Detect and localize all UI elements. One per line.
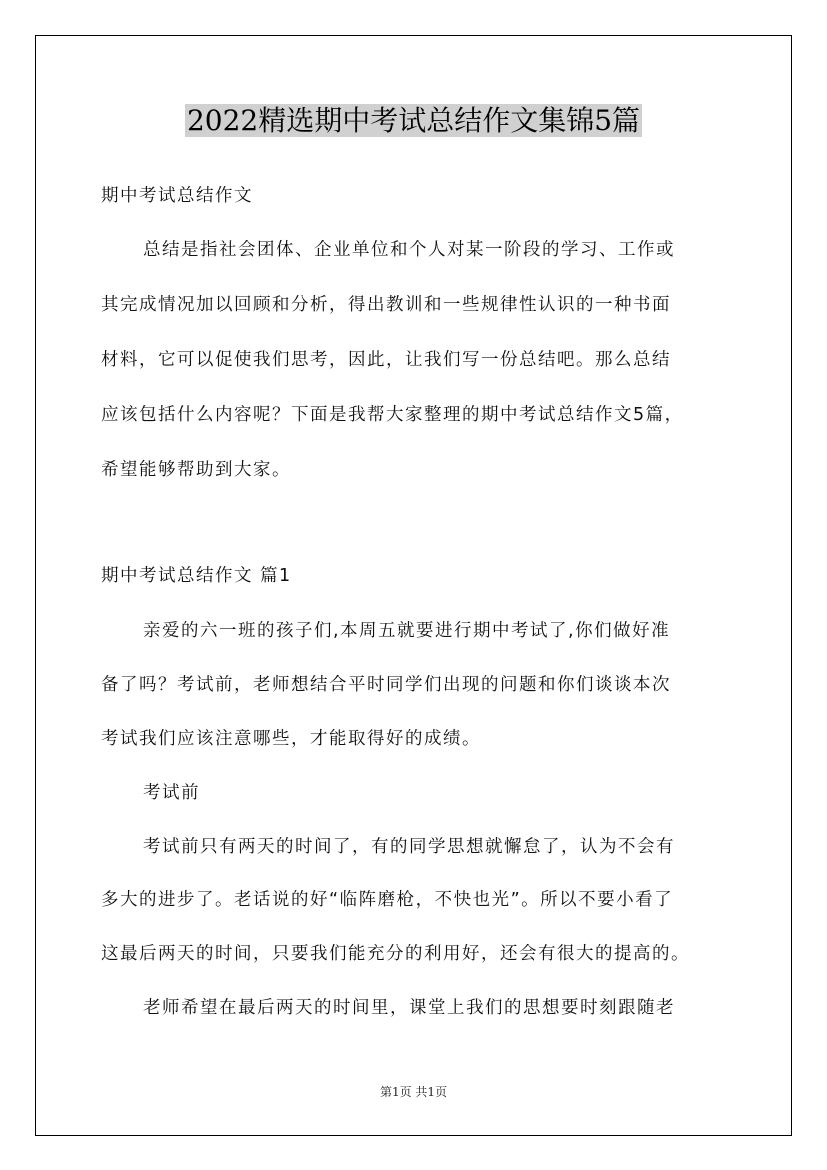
paragraph-line: 亲爱的六一班的孩子们,本周五就要进行期中考试了,你们做好准 xyxy=(143,621,671,641)
intro-line: 材料，它可以促使我们思考，因此，让我们写一份总结吧。那么总结 xyxy=(101,350,671,370)
intro-line: 其完成情况加以回顾和分析，得出教训和一些规律性认识的一种书面 xyxy=(101,295,671,315)
paragraph-line: 备了吗？考试前，老师想结合平时同学们出现的问题和你们谈谈本次 xyxy=(101,675,671,695)
paragraph-line: 这最后两天的时间，只要我们能充分的利用好，还会有很大的提高的。 xyxy=(101,944,690,964)
subheading: 考试前 xyxy=(143,783,200,803)
paragraph-line: 多大的进步了。老话说的好“临阵磨枪，不快也光”。所以不要小看了 xyxy=(101,890,674,910)
page-footer: 第1页 共1页 xyxy=(379,1085,448,1099)
paragraph-line: 考试我们应该注意哪些，才能取得好的成绩。 xyxy=(101,729,481,749)
document-title: 2022精选期中考试总结作文集锦5篇 xyxy=(186,104,641,137)
paragraph-line: 老师希望在最后两天的时间里，课堂上我们的思想要时刻跟随老 xyxy=(143,998,675,1018)
paragraph-line: 考试前只有两天的时间了，有的同学思想就懈怠了，认为不会有 xyxy=(143,837,675,857)
intro-line: 总结是指社会团体、企业单位和个人对某一阶段的学习、工作或 xyxy=(143,240,675,260)
heading-2: 期中考试总结作文 篇1 xyxy=(101,566,292,586)
intro-line: 希望能够帮助到大家。 xyxy=(101,460,291,480)
intro-line: 应该包括什么内容呢？下面是我帮大家整理的期中考试总结作文5篇， xyxy=(101,405,684,425)
heading-1: 期中考试总结作文 xyxy=(101,186,253,206)
